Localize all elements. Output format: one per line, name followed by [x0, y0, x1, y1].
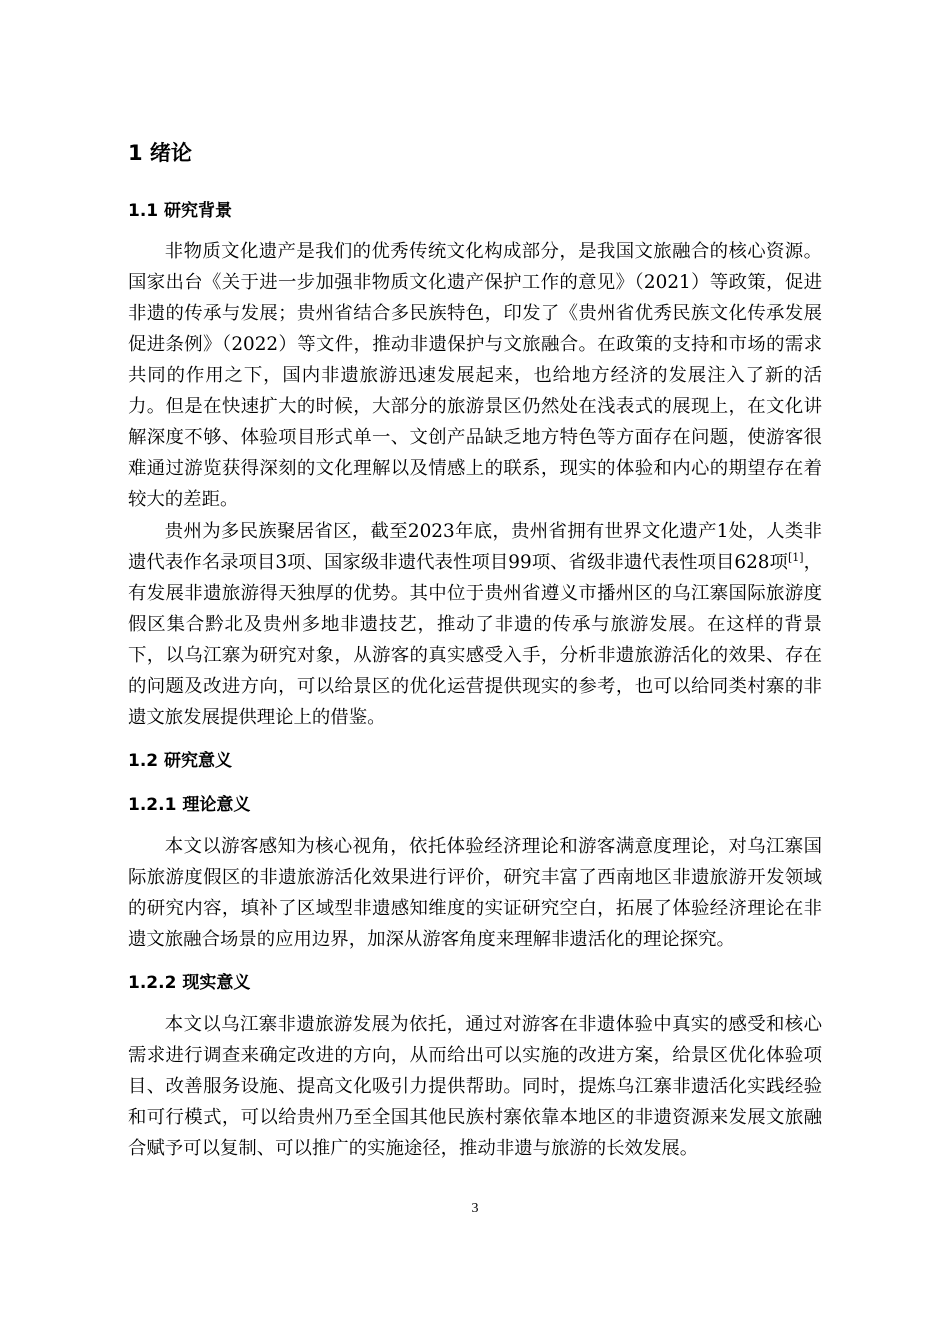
citation-ref: [1]	[787, 551, 804, 564]
paragraph-theory: 本文以游客感知为核心视角，依托体验经济理论和游客满意度理论，对乌江寨国际旅游度假区的非遗旅游活化效果进行评价，研究丰富了西南地区非遗旅游开发领域的研究内容，填补了区域型非遗感知维度的实证研究空白，拓展了体验经济理论在非遗文旅融合场景的应用边界，加深从游客角度来理解非遗活化的理论探究。	[128, 836, 822, 950]
section-heading-1-2-1: 1.2.1 理论意义	[128, 795, 251, 815]
section-heading-1-2: 1.2 研究意义	[128, 751, 233, 771]
chapter-heading: 1 绪论	[128, 141, 192, 165]
paragraph-background-1: 非物质文化遗产是我们的优秀传统文化构成部分，是我国文旅融合的核心资源。国家出台《关于进一步加强非物质文化遗产保护工作的意见》（2021）等政策，促进非遗的传承与发展；贵州省结合多民族特色，印发了《贵州省优秀民族文化传承发展促进条例》（2022）等文件，推动非遗保护与文旅融合。在政策的支持和市场的需求共同的作用之下，国内非遗旅游迅速发展起来，也给地方经济的发展注入了新的活力。但是在快速扩大的时候，大部分的旅游景区仍然处在浅表式的展现上，在文化讲解深度不够、体验项目形式单一、文创产品缺乏地方特色等方面存在问题，使游客很难通过游览获得深刻的文化理解以及情感上的联系，现实的体验和内心的期望存在着较大的差距。	[128, 241, 822, 510]
section-heading-1-1: 1.1 研究背景	[128, 201, 233, 221]
paragraph-background-2-text-b: ，有发展非遗旅游得天独厚的优势。其中位于贵州省遵义市播州区的乌江寨国际旅游度假区集合黔北及贵州多地非遗技艺，推动了非遗的传承与旅游发展。在这样的背景下，以乌江寨为研究对象，从游客的真实感受入手，分析非遗旅游活化的效果、存在的问题及改进方向，可以给景区的优化运营提供现实的参考，也可以给同类村寨的非遗文旅发展提供理论上的借鉴。	[128, 552, 822, 728]
section-heading-1-2-2: 1.2.2 现实意义	[128, 973, 251, 993]
page-number: 3	[471, 1201, 479, 1216]
paragraph-background-2	[128, 516, 822, 733]
paragraph-background-2-text-a: 贵州为多民族聚居省区，截至2023年底，贵州省拥有世界文化遗产1处，人类非遗代表作名录项目3项、国家级非遗代表性项目99项、省级非遗代表性项目628项	[128, 521, 822, 573]
paragraph-practice: 本文以乌江寨非遗旅游发展为依托，通过对游客在非遗体验中真实的感受和核心需求进行调查来确定改进的方向，从而给出可以实施的改进方案，给景区优化体验项目、改善服务设施、提高文化吸引力提供帮助。同时，提炼乌江寨非遗活化实践经验和可行模式，可以给贵州乃至全国其他民族村寨依靠本地区的非遗资源来发展文旅融合赋予可以复制、可以推广的实施途径，推动非遗与旅游的长效发展。	[128, 1014, 822, 1159]
